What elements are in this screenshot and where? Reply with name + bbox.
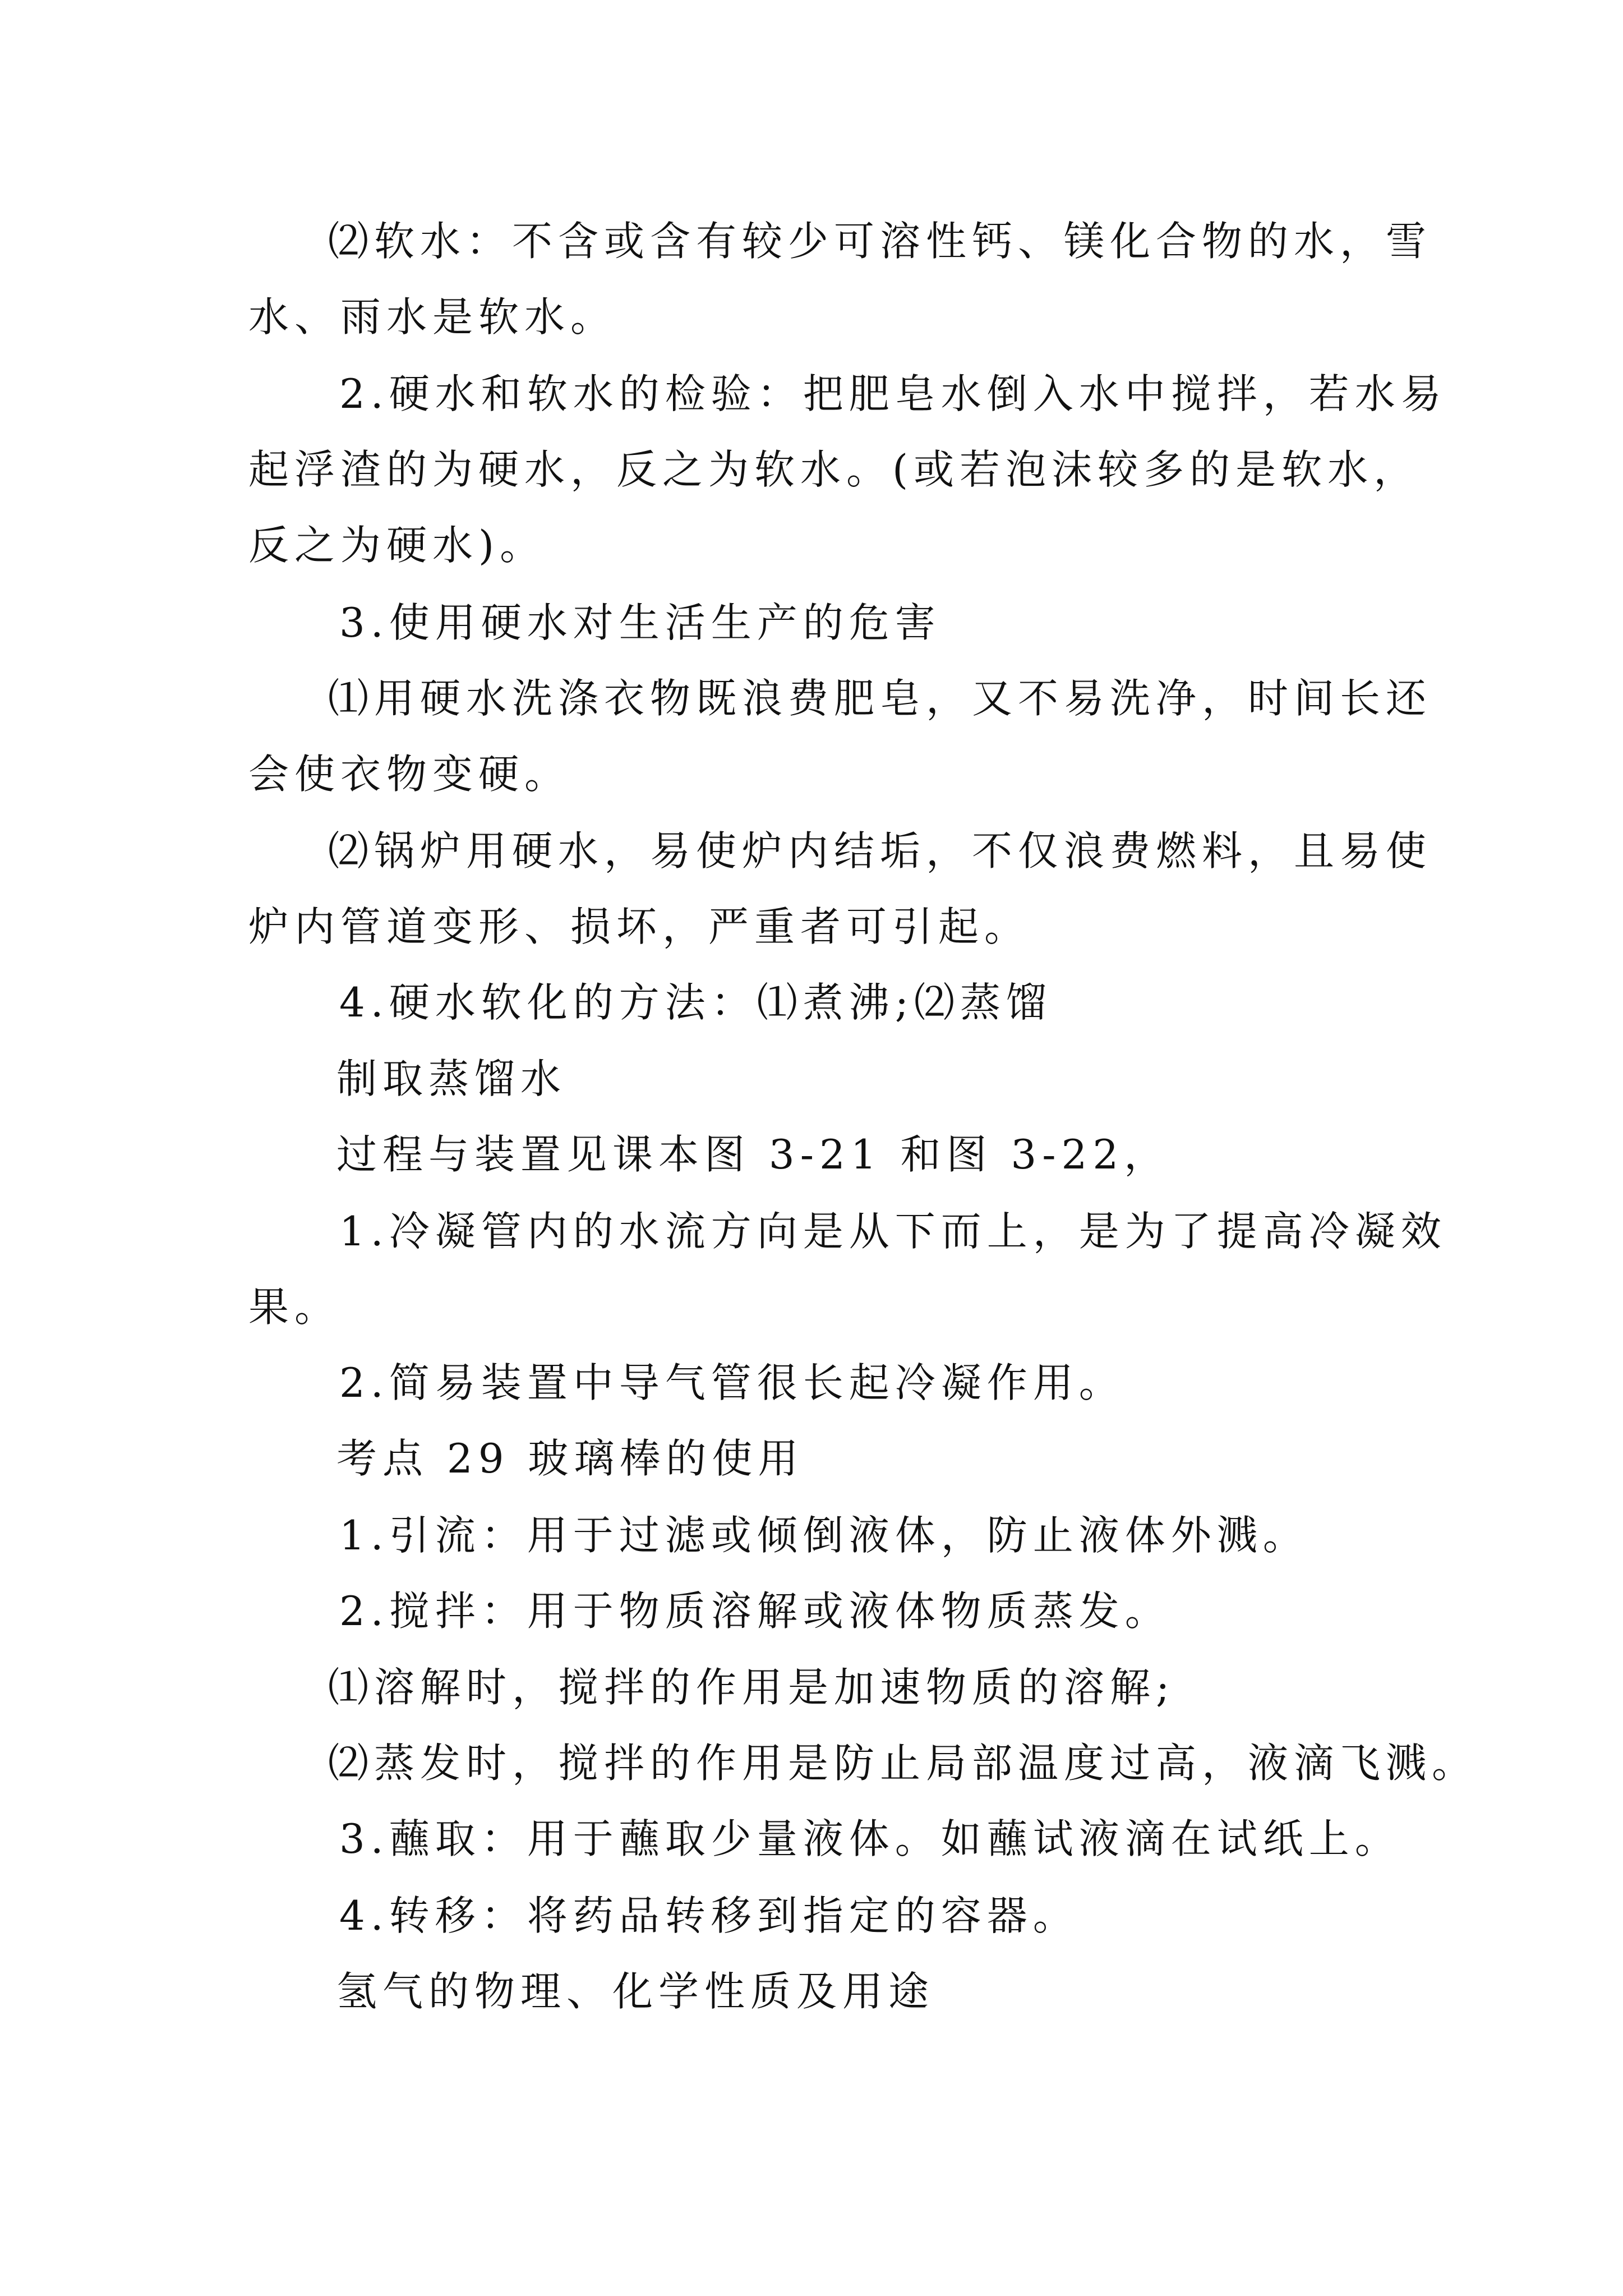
text-line: ⑵软水：不含或含有较少可溶性钙、镁化合物的水，雪 [328,218,1432,265]
text-line: 2.搅拌：用于物质溶解或液体物质蒸发。 [339,1588,1171,1635]
text-line: 4.转移：将药品转移到指定的容器。 [339,1892,1079,1939]
section-heading: 氢气的物理、化学性质及用途 [336,1968,935,2015]
text-line: 起浮渣的为硬水，反之为软水。(或若泡沫较多的是软水， [248,446,1420,493]
text-line: ⑴用硬水洗涤衣物既浪费肥皂，又不易洗净，时间长还 [328,675,1432,722]
text-line: 会使衣物变硬。 [248,751,571,798]
text-line: 1.引流：用于过滤或倾倒液体，防止液体外溅。 [339,1512,1309,1559]
text-line: ⑵蒸发时，搅拌的作用是防止局部温度过高，液滴飞溅。 [328,1740,1478,1787]
text-line: 炉内管道变形、损坏，严重者可引起。 [248,903,1031,950]
text-line: 4.硬水软化的方法：⑴煮沸;⑵蒸馏 [339,979,1052,1026]
text-line: 3.蘸取：用于蘸取少量液体。如蘸试液滴在试纸上。 [339,1815,1401,1862]
text-line: 反之为硬水)。 [248,522,546,569]
text-line: 2.硬水和软水的检验：把肥皂水倒入水中搅拌，若水易 [339,370,1447,417]
text-line: 1.冷凝管内的水流方向是从下而上，是为了提高冷凝效 [339,1208,1447,1255]
text-line: 过程与装置见课本图 3-21 和图 3-22， [336,1131,1170,1178]
text-line: ⑴溶解时，搅拌的作用是加速物质的溶解; [328,1664,1175,1711]
section-heading: 考点 29 玻璃棒的使用 [336,1435,804,1482]
text-line: 制取蒸馏水 [336,1055,567,1102]
text-line: 果。 [248,1283,341,1331]
text-line: 水、雨水是软水。 [248,293,617,341]
text-line: 2.简易装置中导气管很长起冷凝作用。 [339,1359,1125,1406]
text-line: 3.使用硬水对生活生产的危害 [339,599,941,646]
text-line: ⑵锅炉用硬水，易使炉内结垢，不仅浪费燃料，且易使 [328,827,1432,875]
